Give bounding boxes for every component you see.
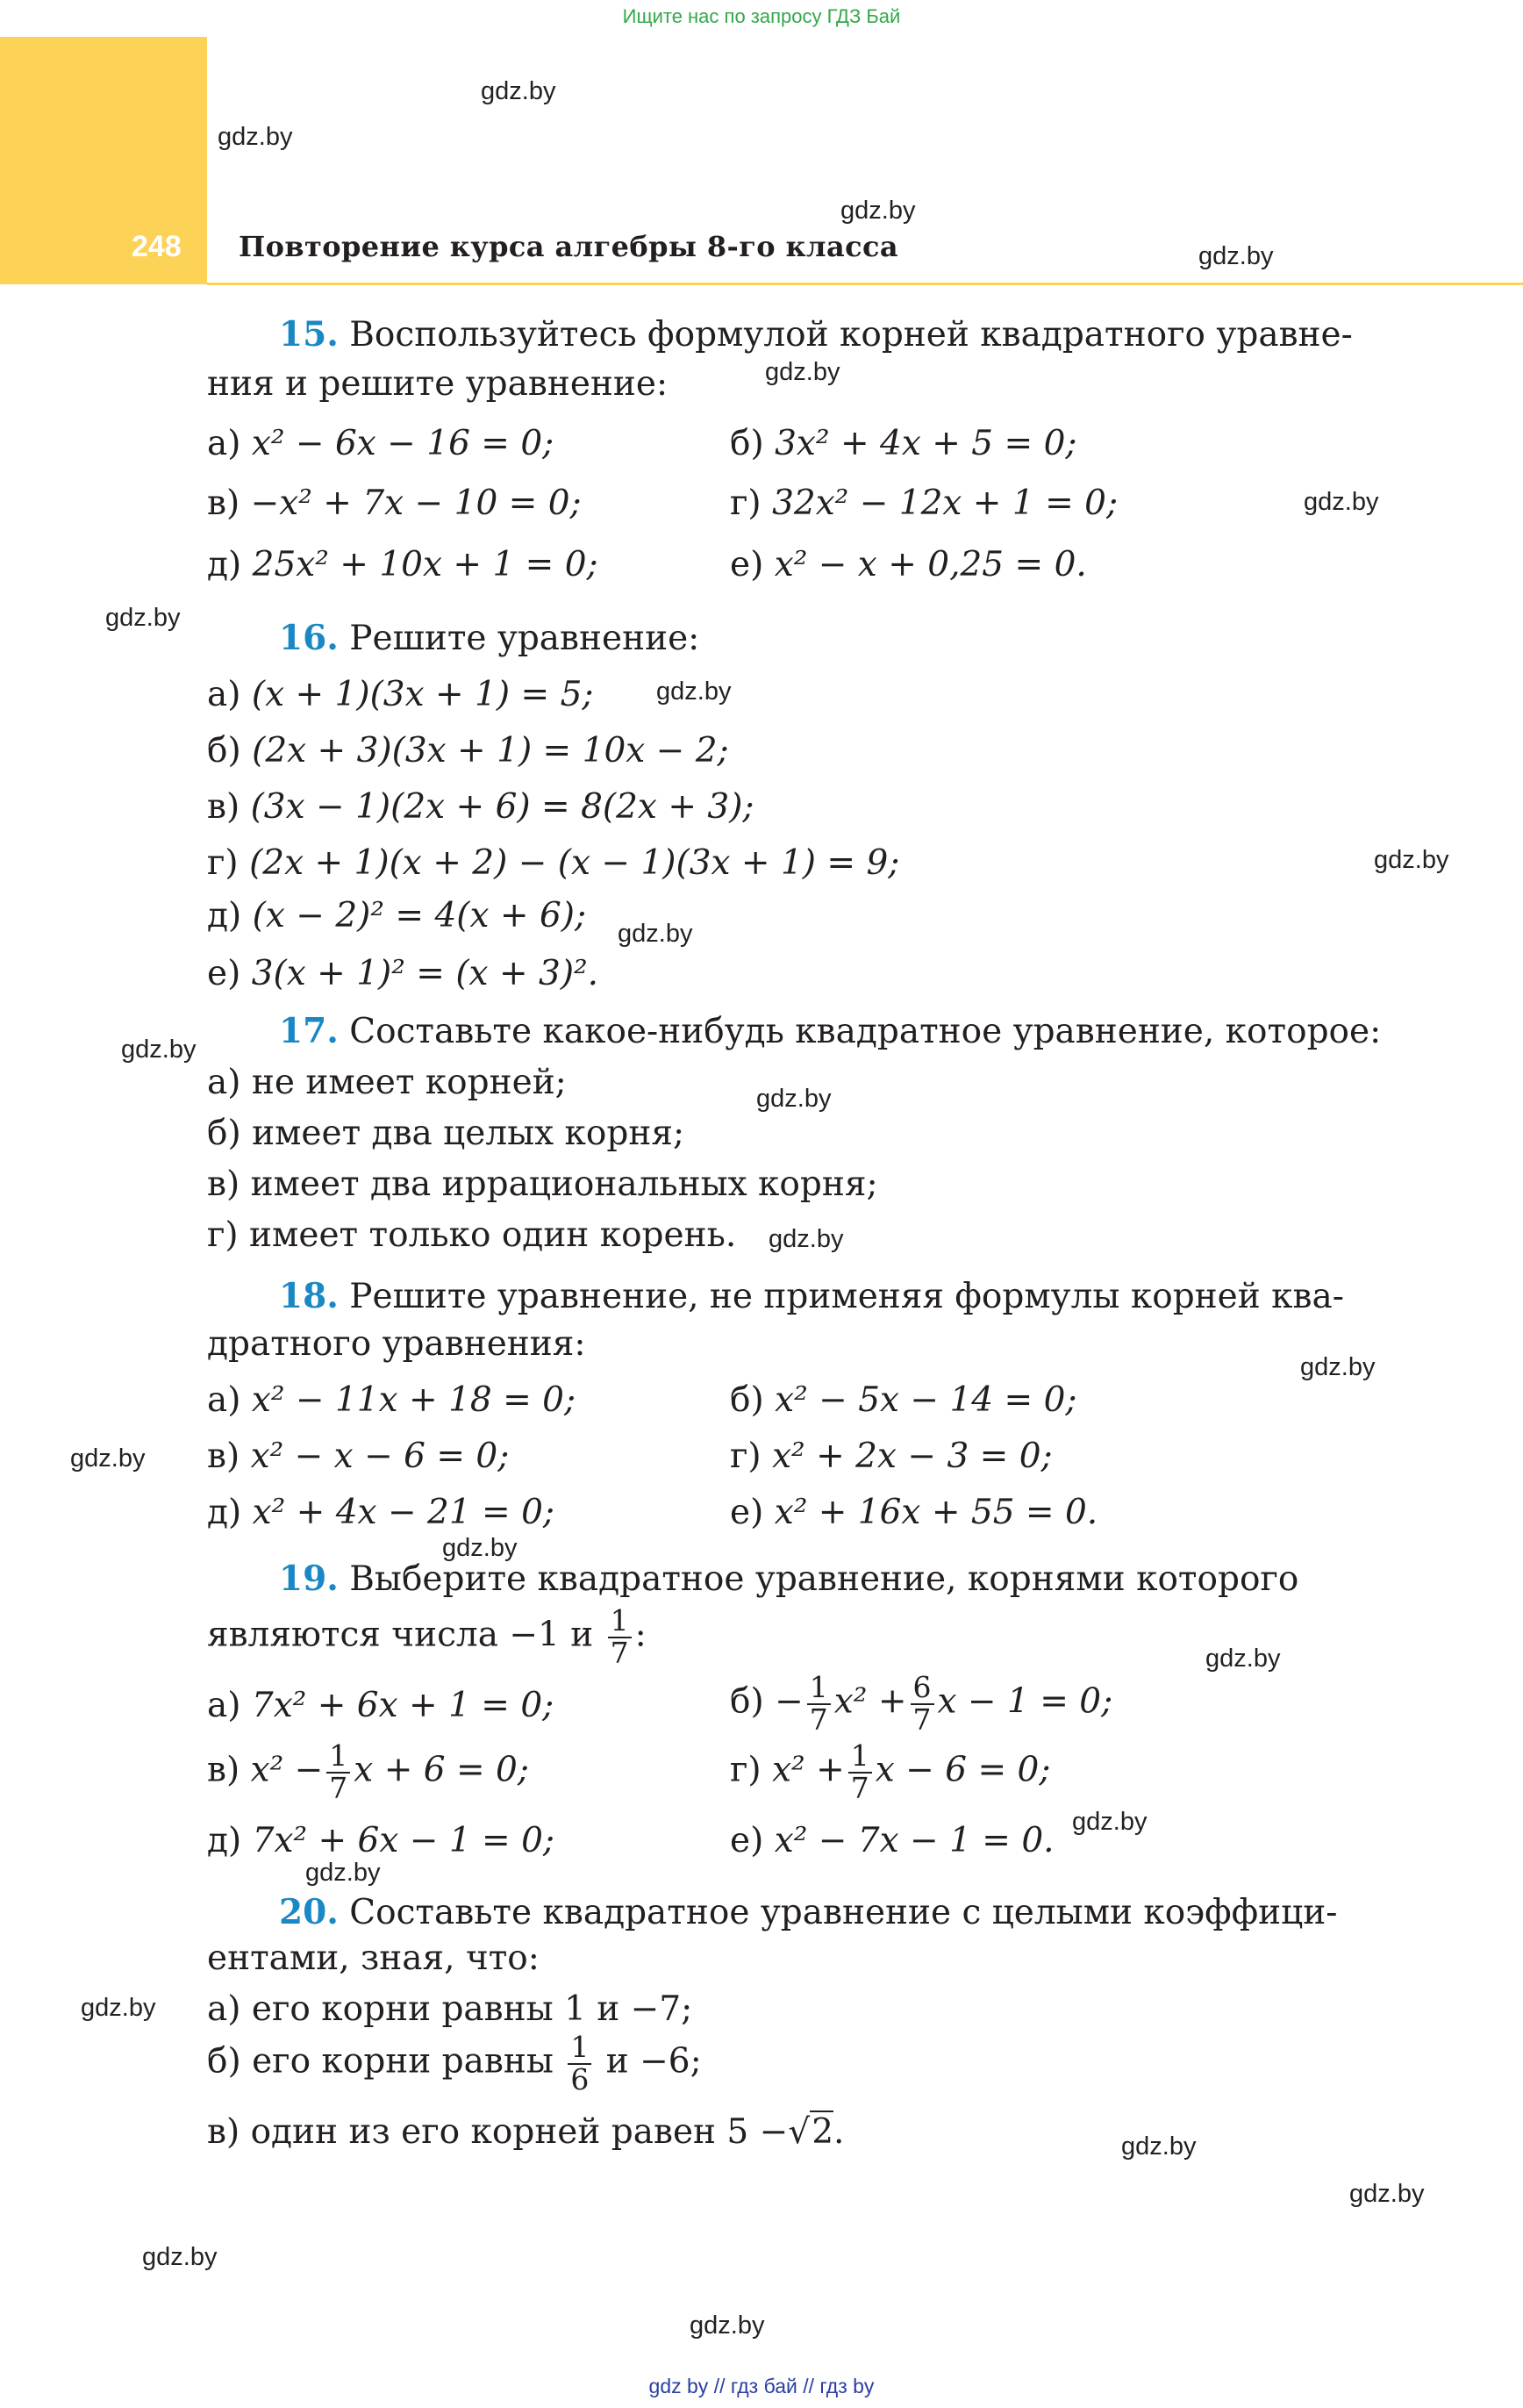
fraction [608,1603,632,1670]
item-label: б) [207,731,241,770]
watermark: gdz.by [142,2243,218,2271]
equation: (2x + 1)(x + 2) − (x − 1)(3x + 1) = 9; [249,843,900,883]
item-label: в) [207,1750,240,1790]
footer-links: gdz by // гдз бай // гдз by [648,2375,875,2397]
task-19-heading [279,1559,1299,1599]
item-label: г) [730,484,762,523]
task-16-item-d [207,896,587,935]
watermark: gdz.by [70,1444,146,1473]
page-number: 248 [132,230,182,263]
task-20-item-v [207,2112,845,2152]
top-banner: Ищите нас по запросу ГДЗ Бай [622,5,901,27]
item-label: е) [207,954,241,993]
task-16-item-b [207,731,729,770]
task-15-number: 15. [279,314,339,355]
watermark: gdz.by [105,604,181,632]
equation-part: x − 1 = 0; [937,1681,1113,1722]
watermark: gdz.by [1198,242,1274,270]
equation: x² − 6x − 16 = 0; [251,424,554,463]
watermark: gdz.by [656,677,732,706]
fraction-denominator: 7 [329,1770,348,1805]
item-label: б) [730,1681,764,1722]
fraction-numerator: 1 [568,2032,591,2065]
watermark: gdz.by [618,920,693,948]
task-17-text: Составьте какое-нибудь квадратное уравнение, которое: [338,1012,1382,1051]
task-15-item-d [207,545,598,584]
task-17-heading [279,1011,1382,1051]
task-15-item-a [207,426,554,461]
section-title: Повторение курса алгебры 8-го класса [239,230,899,263]
watermark: gdz.by [765,358,840,386]
item-label: а) [207,424,241,463]
task-16-number: 16. [279,618,339,658]
watermark: gdz.by [1072,1808,1148,1836]
equation: x² − 11x + 18 = 0; [251,1380,576,1420]
task-19-item-a [207,1688,554,1723]
task-20-text: Составьте квадратное уравнение с целыми коэффици- [338,1893,1338,1932]
task-20-item-b-tail: и −6; [605,2041,702,2082]
watermark: gdz.by [756,1085,832,1113]
watermark: gdz.by [840,197,916,225]
equation: x² − 7x − 1 = 0. [774,1821,1055,1860]
watermark: gdz.by [1300,1353,1376,1381]
equation: (2x + 3)(3x + 1) = 10x − 2; [252,731,729,770]
equation: 3x² + 4x + 5 = 0; [775,424,1077,463]
equation: (x − 2)² = 4(x + 6); [252,896,587,935]
item-label: д) [207,1821,242,1860]
equation-part: x² + [833,1681,907,1722]
task-17-item-v: в) имеет два иррациональных корня; [207,1165,878,1204]
watermark: gdz.by [1205,1645,1281,1673]
equation: x² − 5x − 14 = 0; [775,1380,1077,1420]
item-label: г) [730,1437,762,1476]
task-19-number: 19. [279,1559,339,1599]
item-label: е) [730,545,764,584]
task-19-item-g [730,1738,1051,1805]
task-17-item-a: а) не имеет корней; [207,1063,567,1102]
item-label: д) [207,545,242,584]
task-18-item-d [207,1495,554,1530]
task-15-heading [279,314,1353,355]
fraction-denominator: 7 [610,1635,629,1670]
header-rule [207,283,1523,285]
watermark: gdz.by [218,123,293,151]
fraction [848,1738,872,1805]
item-label: е) [730,1493,764,1532]
task-18-item-e [730,1495,1098,1530]
fraction-numerator: 1 [326,1741,350,1774]
task-16-text: Решите уравнение: [338,619,700,658]
task-16-item-e [207,954,599,993]
item-label: д) [207,896,242,935]
item-label: в) [207,484,240,523]
watermark: gdz.by [442,1534,518,1562]
equation: x² − x + 0,25 = 0. [774,545,1087,584]
watermark: gdz.by [481,77,556,105]
task-15-item-e [730,545,1087,584]
watermark: gdz.by [305,1859,381,1887]
task-18-item-v [207,1437,510,1476]
fraction-numerator: 6 [911,1673,934,1705]
task-16-item-g [207,843,900,883]
task-15-item-v [207,484,582,523]
task-15-text: Воспользуйтесь формулой корней квадратного уравне- [338,315,1353,355]
period: . [833,2112,845,2152]
task-18-item-b [730,1380,1077,1420]
task-19-item-v [207,1738,530,1805]
task-15-heading-cont: ния и решите уравнение: [207,364,669,404]
task-18-text: Решите уравнение, не применяя формулы корней ква- [338,1277,1344,1316]
fraction [807,1670,831,1737]
task-19-heading-cont [207,1603,647,1670]
equation: 7x² + 6x + 1 = 0; [251,1686,554,1725]
task-20-item-a: а) его корни равны 1 и −7; [207,1989,693,2029]
task-20-heading-cont: ентами, зная, что: [207,1939,540,1978]
equation: x² + 2x − 3 = 0; [772,1437,1053,1476]
equation: 25x² + 10x + 1 = 0; [252,545,598,584]
watermark: gdz.by [769,1225,844,1253]
item-label: а) [207,1380,241,1420]
fraction-numerator: 1 [848,1741,872,1774]
task-20-number: 20. [279,1892,339,1932]
task-20-item-b [207,2032,702,2095]
watermark: gdz.by [690,2311,765,2340]
equation: x² + 4x − 21 = 0; [252,1493,555,1532]
item-label: в) [207,787,240,827]
equation: (3x − 1)(2x + 6) = 8(2x + 3); [250,787,754,827]
equation: 7x² + 6x − 1 = 0; [252,1821,555,1860]
fraction-denominator: 7 [912,1702,932,1737]
item-label: б) [730,424,764,463]
item-label: г) [207,843,239,883]
task-15-item-b [730,426,1077,461]
fraction-denominator: 6 [570,2061,590,2096]
task-18-heading-cont: дратного уравнения: [207,1324,586,1364]
task-18-item-a [207,1380,576,1420]
fraction-denominator: 7 [850,1770,869,1805]
item-label: а) [207,1686,241,1725]
task-18-number: 18. [279,1276,339,1316]
task-16-item-a [207,677,594,712]
equation-part: x² + [772,1750,845,1790]
colon: : [634,1615,647,1655]
sqrt-sign: √ [788,2112,811,2152]
task-16-item-v [207,787,754,827]
fraction [568,2032,591,2095]
task-17-item-g: г) имеет только один корень. [207,1215,737,1255]
watermark: gdz.by [1349,2180,1425,2208]
task-19-text-cont: являются числа −1 и [207,1615,594,1655]
equation: −x² + 7x − 10 = 0; [250,484,582,523]
task-18-heading [279,1276,1344,1316]
equation-part: x² − [250,1750,324,1790]
task-20-item-v-text: в) один из его корней равен 5 − [207,2112,789,2152]
task-17-number: 17. [279,1011,339,1051]
item-label: д) [207,1493,242,1532]
item-label: г) [730,1750,762,1790]
watermark: gdz.by [1374,846,1449,874]
task-20-heading [279,1892,1338,1932]
equation: x² − x − 6 = 0; [250,1437,510,1476]
equation: x² + 16x + 55 = 0. [774,1493,1098,1532]
item-label: а) [207,675,241,714]
task-16-heading [279,618,700,658]
task-20-item-b-text: б) его корни равны [207,2041,554,2082]
item-label: е) [730,1821,764,1860]
equation: (x + 1)(3x + 1) = 5; [251,675,594,714]
equation-part: x − 6 = 0; [875,1750,1051,1790]
watermark: gdz.by [81,1994,156,2022]
task-19-item-d [207,1821,555,1860]
equation: 3(x + 1)² = (x + 3)². [251,954,599,993]
fraction-numerator: 1 [807,1673,831,1705]
fraction-denominator: 7 [809,1702,828,1737]
sqrt-radicand: 2 [812,2112,834,2152]
fraction [911,1670,934,1737]
task-19-text: Выберите квадратное уравнение, корнями которого [338,1559,1299,1599]
item-label: в) [207,1437,240,1476]
item-label: б) [730,1380,764,1420]
task-17-item-b: б) имеет два целых корня; [207,1114,685,1153]
equation-part: x + 6 = 0; [354,1750,530,1790]
task-15-item-g [730,484,1119,523]
equation: 32x² − 12x + 1 = 0; [772,484,1119,523]
task-19-item-b [730,1670,1113,1737]
fraction-numerator: 1 [608,1606,632,1638]
watermark: gdz.by [1304,488,1379,516]
task-18-item-g [730,1437,1053,1476]
task-19-item-e [730,1821,1055,1860]
equation-part: − [775,1681,804,1722]
watermark: gdz.by [1121,2132,1197,2161]
watermark: gdz.by [121,1036,197,1064]
fraction [326,1738,350,1805]
